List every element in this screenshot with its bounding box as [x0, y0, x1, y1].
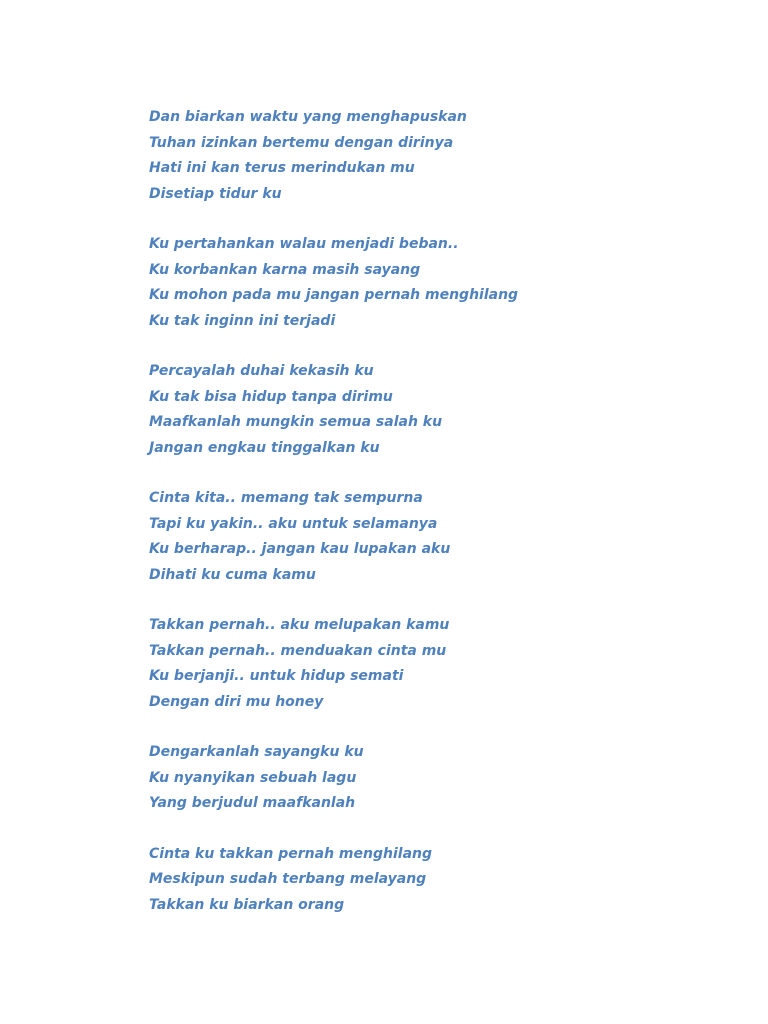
lyric-line: Cinta ku takkan pernah menghilang: [149, 845, 433, 862]
lyric-line: Tapi ku yakin.. aku untuk selamanya: [149, 515, 438, 532]
lyric-line: Percayalah duhai kekasih ku: [149, 363, 374, 379]
lyric-line: Ku berjanji.. untuk hidup semati: [149, 668, 404, 684]
lyrics-body: [149, 105, 709, 943]
stanza-1: [149, 105, 709, 207]
lyric-line: Takkan ku biarkan orang: [149, 896, 345, 913]
lyric-line: Ku korbankan karna masih sayang: [149, 261, 421, 278]
lyric-line: Dengan diri mu honey: [149, 693, 324, 710]
stanza-5: [149, 613, 709, 715]
lyric-line: Yang berjudul maafkanlah: [149, 795, 356, 811]
lyric-line: Ku tak bisa hidup tanpa dirimu: [149, 388, 393, 405]
lyric-line: Ku pertahankan walau menjadi beban..: [149, 236, 459, 252]
lyric-line: Takkan pernah.. aku melupakan kamu: [149, 617, 450, 633]
lyric-line: Ku berharap.. jangan kau lupakan aku: [149, 541, 451, 557]
lyric-line: Maafkanlah mungkin semua salah ku: [149, 414, 443, 430]
stanza-4: [149, 486, 709, 588]
lyric-line: Disetiap tidur ku: [149, 185, 282, 202]
lyric-line: Dihati ku cuma kamu: [149, 566, 316, 583]
lyric-line: Ku nyanyikan sebuah lagu: [149, 769, 357, 786]
lyric-line: Takkan pernah.. menduakan cinta mu: [149, 642, 447, 659]
stanza-6: [149, 740, 709, 817]
stanza-2: [149, 232, 709, 334]
lyric-line: Meskipun sudah terbang melayang: [149, 871, 427, 887]
lyric-line: Hati ini kan terus merindukan mu: [149, 160, 415, 176]
lyric-line: Tuhan izinkan bertemu dengan dirinya: [149, 134, 454, 151]
lyric-line: Dengarkanlah sayangku ku: [149, 744, 364, 760]
stanza-3: [149, 359, 709, 461]
lyric-line: Ku tak inginn ini terjadi: [149, 312, 336, 329]
lyric-line: Ku mohon pada mu jangan pernah menghilang: [149, 287, 519, 303]
stanza-7: [149, 842, 709, 919]
lyric-line: Jangan engkau tinggalkan ku: [149, 439, 380, 456]
lyric-line: Dan biarkan waktu yang menghapuskan: [149, 109, 467, 125]
lyric-line: Cinta kita.. memang tak sempurna: [149, 490, 423, 506]
